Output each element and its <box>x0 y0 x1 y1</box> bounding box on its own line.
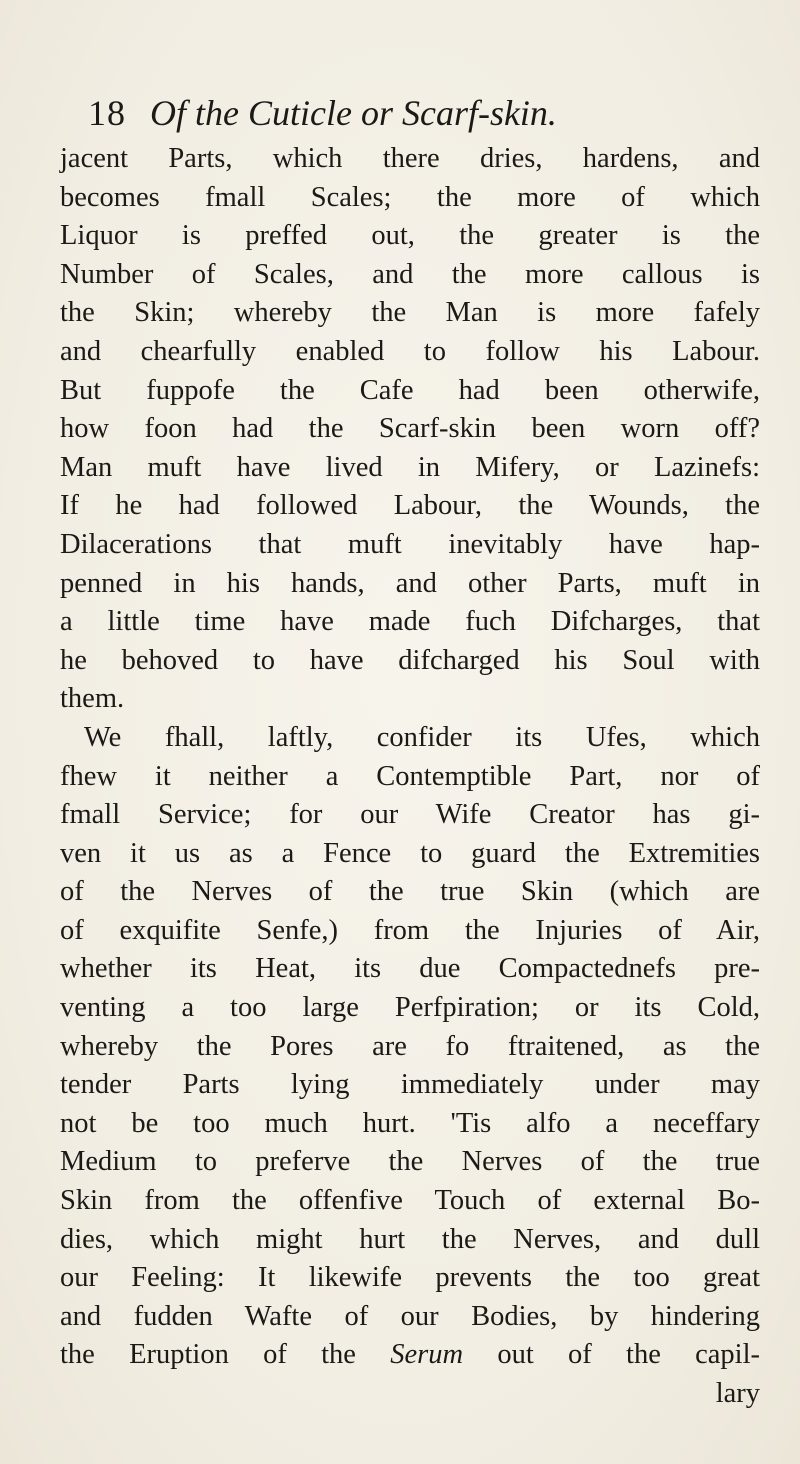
body-text <box>60 140 760 1414</box>
text-line: jacent Parts, which there dries, hardens, and <box>60 143 760 174</box>
text-line: tender Parts lying immediately under may <box>60 1069 760 1101</box>
running-title: Of the Cuticle or Scarf-skin. <box>150 93 557 133</box>
text-line: and fudden Wafte of our Bodies, by hindering <box>60 1300 760 1332</box>
text-line: But fuppofe the Cafe had been otherwife, <box>60 374 760 406</box>
text-line: the Skin; whereby the Man is more fafely <box>60 297 760 329</box>
text-line: Number of Scales, and the more callous is <box>60 258 760 290</box>
text-line: fhew it neither a Contemptible Part, nor of <box>60 760 760 792</box>
text-line: he behoved to have difcharged his Soul with <box>60 644 760 676</box>
text-line-with-italic <box>60 1336 760 1375</box>
text-line: Man muft have lived in Mifery, or Lazinefs: <box>60 451 760 483</box>
text-line: fmall Service; for our Wife Creator has gi- <box>60 799 760 831</box>
text-line: our Feeling: It likewife prevents the too great <box>60 1262 760 1294</box>
italic-term: Serum <box>390 1339 464 1371</box>
text-line: of the Nerves of the true Skin (which are <box>60 876 760 908</box>
catchword: lary <box>715 1378 760 1409</box>
text-line: Liquor is preffed out, the greater is the <box>60 220 760 252</box>
text-line: and chearfully enabled to follow his Labour. <box>60 335 760 367</box>
paragraph-start-line: We fhall, laftly, confider its Ufes, which <box>84 721 760 753</box>
page-header <box>88 92 728 140</box>
text-line: ven it us as a Fence to guard the Extremities <box>60 837 760 869</box>
text-line: whether its Heat, its due Compactednefs pre- <box>60 953 760 985</box>
page-number: 18 <box>88 93 126 133</box>
text-line: Skin from the offenfive Touch of external Bo- <box>60 1185 760 1217</box>
text-line: a little time have made fuch Difcharges, that <box>60 606 760 638</box>
text-segment: the Eruption of the <box>60 1339 391 1371</box>
text-line: whereby the Pores are fo ftraitened, as the <box>60 1030 760 1062</box>
text-line: becomes fmall Scales; the more of which <box>60 181 760 213</box>
text-line: of exquifite Senfe,) from the Injuries of Air, <box>60 914 760 946</box>
text-line: them. <box>60 683 125 715</box>
text-line: venting a too large Perfpiration; or its Cold, <box>60 992 760 1024</box>
text-line: not be too much hurt. 'Tis alfo a neceffary <box>60 1107 760 1139</box>
text-line: penned in his hands, and other Parts, muft in <box>60 567 760 599</box>
text-line: how foon had the Scarf-skin been worn off? <box>60 413 760 445</box>
text-line: If he had followed Labour, the Wounds, the <box>60 490 760 522</box>
text-line: Dilacerations that muft inevitably have hap- <box>60 528 760 560</box>
text-segment: out of the capil- <box>463 1339 760 1371</box>
text-line: Medium to preferve the Nerves of the true <box>60 1146 760 1178</box>
text-line: dies, which might hurt the Nerves, and dull <box>60 1223 760 1255</box>
